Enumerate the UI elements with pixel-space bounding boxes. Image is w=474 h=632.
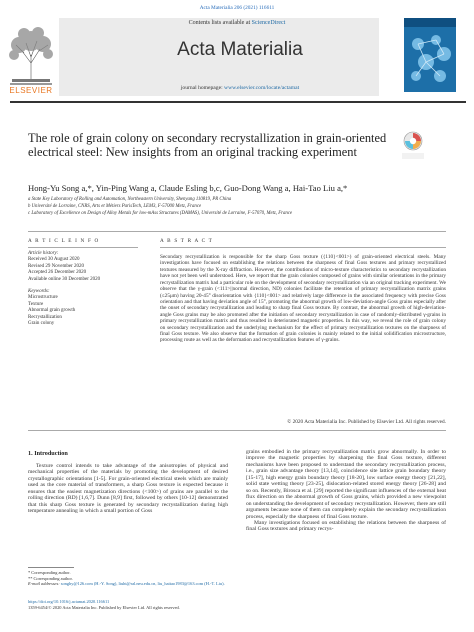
journal-title: Acta Materialia (177, 39, 303, 60)
affiliation-c: c Laboratory of Excellence on Design of Alloy Metals for low-mAss Structures (DAMAS), Université de Lorraine, F-57070, Metz, France (28, 211, 293, 216)
abstract-rule (160, 247, 446, 248)
footnote-corresponding-2: ** Corresponding author. (28, 575, 73, 581)
history-accepted: Accepted 26 December 2020 (28, 270, 87, 276)
contents-line (0, 20, 474, 26)
keywords-label: Keywords: (28, 289, 50, 294)
doi-link[interactable]: https://doi.org/10.1016/j.actamat.2020.116611 (28, 599, 110, 604)
article-info-heading: A R T I C L E I N F O (28, 238, 100, 244)
masthead-divider (10, 101, 466, 103)
journal-homepage (110, 85, 370, 91)
footnotes (28, 570, 248, 587)
issn-line: 1359-6454/© 2020 Acta Materialia Inc. Published by Elsevier Ltd. All rights reserved. (28, 604, 180, 610)
homepage-link[interactable]: www.elsevier.com/locate/actamat (224, 85, 300, 91)
keyword-item: Microstructure (28, 295, 58, 301)
footnote-rule (28, 567, 74, 568)
introduction-heading: 1. Introduction (28, 450, 68, 457)
history-revised: Revised 29 November 2020 (28, 263, 84, 269)
footnote-corresponding-1: * Corresponding author. (28, 570, 71, 575)
journal-cover-image (404, 18, 456, 92)
history-label: Article history: (28, 251, 59, 256)
abstract-heading: A B S T R A C T (160, 238, 214, 244)
elsevier-logo-icon (4, 19, 58, 95)
footnote-emails (28, 581, 248, 587)
article-info-rule (28, 247, 138, 248)
email-links[interactable]: songhy@126.com (H.-Y. Song), liuht@ral.neu.edu.cn, liu_haitao1983@163.com (H.-T. Liu). (60, 581, 225, 587)
check-for-updates-icon[interactable] (402, 131, 424, 161)
abstract-copyright: © 2020 Acta Materialia Inc. Published by Elsevier Ltd. All rights reserved. (287, 419, 446, 425)
keywords-block (28, 289, 148, 327)
email-prefix: E-mail addresses: (28, 581, 61, 587)
homepage-prefix: journal homepage: (180, 85, 225, 91)
bottom-info (28, 599, 328, 610)
keyword-item: Recrystallization (28, 314, 62, 320)
history-online: Available online 30 December 2020 (28, 276, 101, 282)
article-history (28, 251, 148, 283)
affiliation-a: a State Key Laboratory of Rolling and Automation, Northeastern University, Shenyang 110819, PR China (28, 197, 232, 202)
contents-prefix: Contents lists available at (188, 19, 252, 26)
abstract-divider (28, 430, 446, 431)
history-received: Received 30 August 2020 (28, 257, 80, 263)
body-column-right (246, 449, 446, 533)
journal-reference[interactable]: Acta Materialia 206 (2021) 116611 (199, 5, 275, 11)
body-column-left: Texture control intends to take advantage of the anisotropies of physical and mechanical properties of the materials by promoting the development of desired crystallographic orientations [1-5]. For grain-oriented electrical steels which are mainly used as the core material of transformers, a sharp Goss texture is expected because it ensures that the easiest magnetization directions (<100>) of grains are parallel to the rolling direction (RD) [1,6,7]. Dunn [8,9] first, followed by others [10-12] demonstrated that this sharp Goss texture is generated by secondary recrystallization during high temperature annealing in which a small portion of Goss (28, 463, 228, 515)
keyword-item: Grain colony (28, 321, 55, 327)
body-paragraph: Many investigations focused on establishing the relations between the sharpness of final Goss textures and primary recrys- (246, 519, 446, 533)
body-paragraph: grains embodied in the primary recrystallization matrix grow abnormally. In order to improve the magnetic properties by sharpening the final Goss texture, different mechanisms have been proposed to understand the secondary recrystallization process, i.e., grain size advantage theory [13,14], coincidence site lattice grain boundary theory [15-17], high energy grain boundary theory [18-20], low surface energy theory [21,22], solid state wetting theory [23-25], dislocation-related stored energy theory [26-28] and so on. Recently, Birosca et al. [29] reported the significant influences of the external heat flux direction on the abnormal growth of Goss grains, which provided a new viewpoint on understanding the development of secondary recrystallization. However, there are still arguments because none of them can completely explain the secondary recrystallization process, especially the sharpness of final Goss texture. (246, 449, 446, 520)
sciencedirect-link[interactable]: ScienceDirect (251, 19, 286, 26)
keyword-item: Abnormal grain growth (28, 308, 76, 314)
keyword-item: Texture (28, 301, 44, 307)
author-list: Hong-Yu Song a,*, Yin-Ping Wang a, Claude Esling b,c, Guo-Dong Wang a, Hai-Tao Liu a,* (28, 183, 348, 193)
header-divider (28, 231, 446, 232)
affiliation-b: b Université de Lorraine, CNRS, Arts et Métiers ParisTech, LEM3, F-57000 Metz, France (28, 204, 202, 209)
article-title: The role of grain colony on secondary recrystallization in grain-oriented electrical steel: New insights from an original tracking experiment (28, 131, 387, 160)
abstract-text: Secondary recrystallization is responsible for the sharp Goss texture ({110}<001>) of grain-oriented electrical steels. Many investigations have focused on establishing the relations between the sharpness of final Goss textures and primary recrystallized textures measured by the X-ray diffraction. However, the contributions of micro-texture characteristics to secondary recrystallization have not yet been well understood. Here, we report that the grain colonies composed of grains with similar orientations in the primary recrystallization matrix had a particular role on the development of secondary recrystallization via an original tracking experiment. We observe that the γ-grain (<111>||normal direction, ND) colonies facilitate the retention of primary recrystallization matrix grains (≤25μm) having 20-45° disorientation with {110}<001> and relatively large difference in the associated frequency with precise Goss orientation and that having deviation angle of 15°, promoting the abnormal growth of low-deviation-angle Goss grains especially after the onset of secondary recrystallization and leading to sharp final Goss texture. By contrast, the abnormal growth of high-deviation-angle Goss grains may be also promoted after the initiation of secondary recrystallization in case of randomly-distributed γ-grains in primary recrystallization matrix and thus resulted in deteriorated magnetic properties. In this way, we reveal the role of grain colony on secondary recrystallization and the underlying mechanism for the effect of primary recrystallization textures on the sharpness of final Goss texture. We also observe that the formation of grain colonies is mainly related to the initial solidification microstructure, processing route as well as the deformation and recrystallization features of γ-grains. (160, 254, 446, 344)
elsevier-wordmark: ELSEVIER (9, 86, 53, 95)
